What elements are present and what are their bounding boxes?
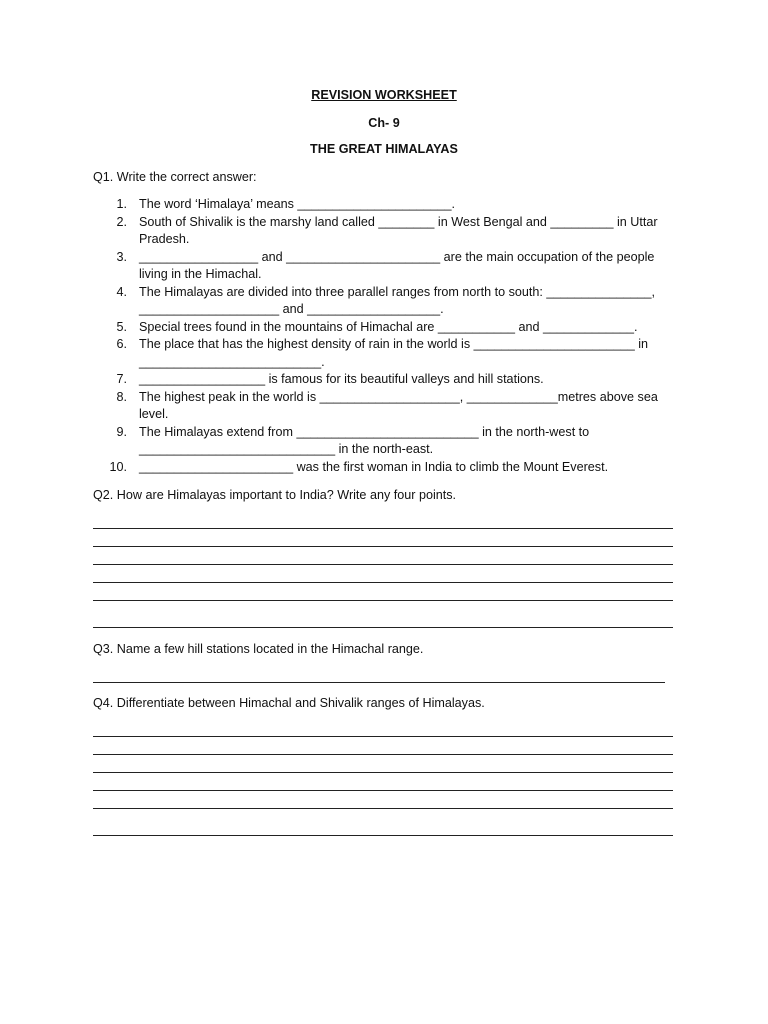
item-number: 6. <box>116 337 127 351</box>
answer-line <box>93 564 673 565</box>
answer-line <box>93 736 673 737</box>
item-number: 1. <box>116 197 127 211</box>
list-item <box>93 389 683 424</box>
answer-line <box>93 790 673 791</box>
item-text: ______________________ was the first woman in India to climb the Mount Everest. <box>139 459 609 474</box>
item-text: The Himalayas extend from __________________________ in the north-west to ____________________________ in the north-east. <box>139 424 590 456</box>
item-number: 7. <box>116 372 127 386</box>
question-3-prompt: Q3. Name a few hill stations located in the Himachal range. <box>93 642 424 656</box>
item-number: 8. <box>116 389 127 404</box>
item-number: 2. <box>116 214 127 229</box>
chapter-subject: THE GREAT HIMALAYAS <box>310 142 458 156</box>
item-number: 10. <box>109 459 127 474</box>
list-item <box>93 319 683 337</box>
list-item <box>93 284 683 319</box>
answer-line <box>93 582 673 583</box>
item-number: 4. <box>116 284 127 299</box>
list-item <box>93 249 683 284</box>
list-item <box>93 336 683 371</box>
list-item <box>93 371 683 389</box>
question-1-prompt: Q1. Write the correct answer: <box>93 170 257 184</box>
item-number: 5. <box>116 319 127 334</box>
item-number: 9. <box>116 424 127 439</box>
list-item <box>93 459 683 477</box>
item-number: 3. <box>116 249 127 264</box>
item-text: Special trees found in the mountains of Himachal are ___________ and _____________. <box>139 319 638 334</box>
answer-line <box>93 546 673 547</box>
worksheet-title: REVISION WORKSHEET <box>311 88 457 102</box>
answer-line <box>93 754 673 755</box>
item-text: South of Shivalik is the marshy land called ________ in West Bengal and _________ in Uttar Pradesh. <box>139 214 658 246</box>
answer-line <box>93 835 673 836</box>
item-text: The word ‘Himalaya’ means ______________________. <box>139 197 455 211</box>
question-2-prompt: Q2. How are Himalayas important to India? Write any four points. <box>93 488 457 502</box>
answer-line <box>93 682 665 683</box>
answer-line <box>93 627 673 628</box>
answer-line <box>93 772 673 773</box>
item-text: _________________ and ______________________ are the main occupation of the people living in the Himachal. <box>139 249 655 281</box>
item-text: __________________ is famous for its beautiful valleys and hill stations. <box>139 372 544 386</box>
answer-line <box>93 600 673 601</box>
question-4-prompt: Q4. Differentiate between Himachal and Shivalik ranges of Himalayas. <box>93 696 485 710</box>
list-item <box>93 424 683 459</box>
list-item <box>93 214 683 249</box>
item-text: The place that has the highest density of rain in the world is _______________________ in __________________________. <box>139 337 649 369</box>
question-1-list <box>93 196 683 476</box>
chapter-label: Ch- 9 <box>368 116 400 130</box>
item-text: The Himalayas are divided into three parallel ranges from north to south: _______________, ____________________ and ___________________. <box>139 284 655 316</box>
answer-line <box>93 528 673 529</box>
item-text: The highest peak in the world is ____________________, _____________metres above sea level. <box>139 389 658 421</box>
list-item <box>93 196 683 214</box>
answer-line <box>93 808 673 809</box>
